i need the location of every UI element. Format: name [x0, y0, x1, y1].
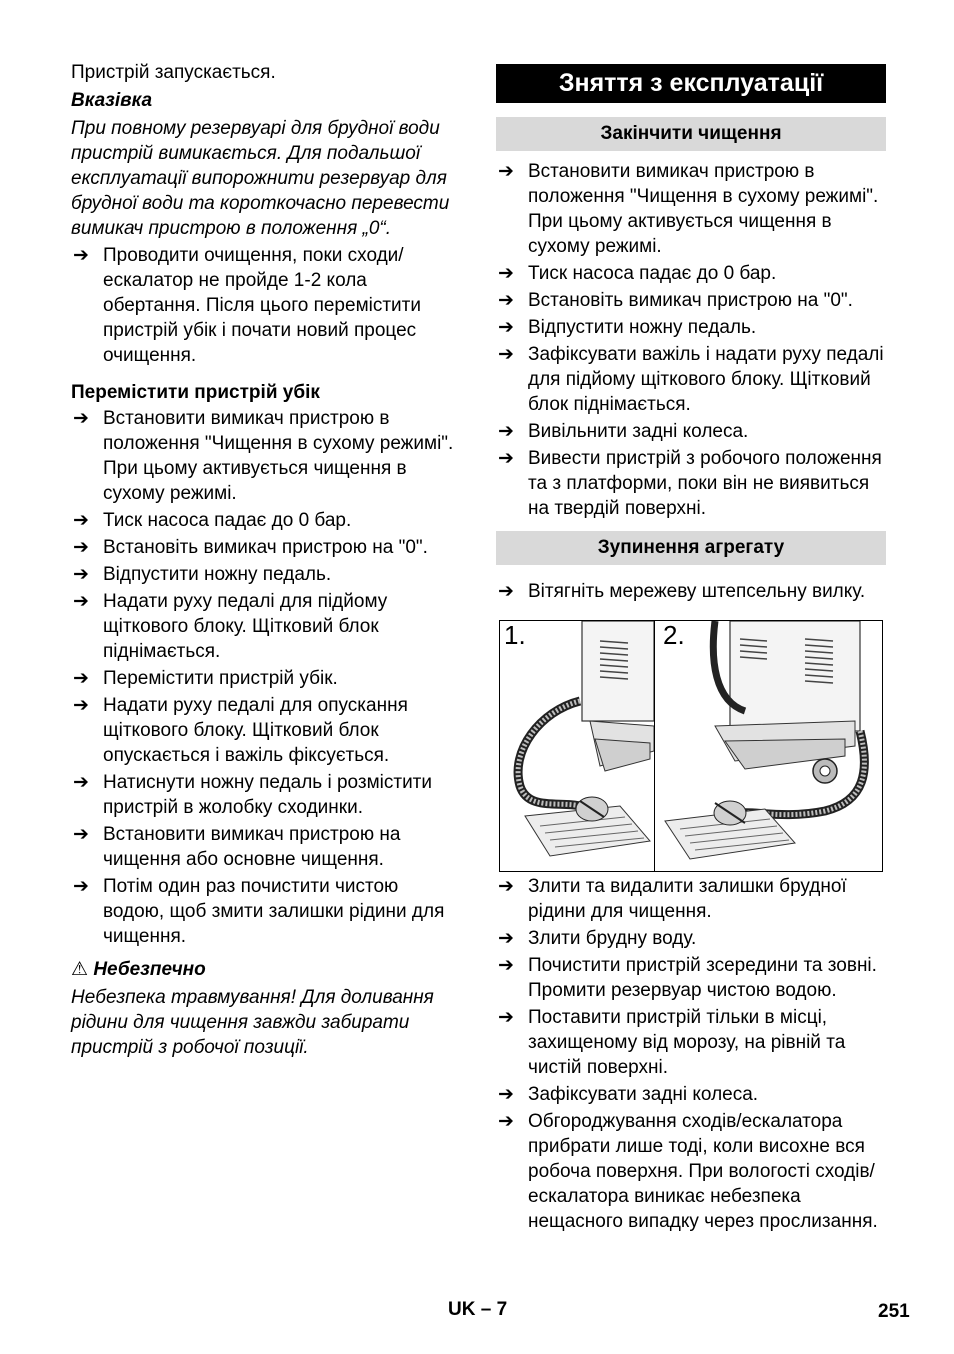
list-item — [496, 1005, 886, 1080]
arrow-right-icon: ➔ — [498, 161, 514, 182]
list-item — [71, 822, 461, 872]
list-item-text: Проводити очищення, поки сходи/ескалатор не пройде 1-2 кола обертання. Після цього перемістити пристрій убік і почати новий процес очищення. — [103, 245, 421, 366]
list-item — [71, 243, 461, 368]
list-item — [496, 953, 886, 1003]
figure-panel-2 — [655, 621, 882, 871]
arrow-right-icon: ➔ — [498, 421, 514, 442]
arrow-right-icon: ➔ — [498, 581, 514, 602]
list-item-text: Встановити вимикач пристрою на чищення або основне чищення. — [103, 824, 401, 870]
list-item — [71, 508, 461, 533]
list-item-text: Надати руху педалі для опускання щіткового блоку. Щітковий блок опускається і важіль фіксується. — [103, 695, 408, 766]
list-item-text: Злити брудну воду. — [528, 928, 697, 949]
instruction-figure — [499, 620, 883, 872]
arrow-right-icon: ➔ — [73, 245, 89, 266]
arrow-right-icon: ➔ — [498, 263, 514, 284]
list-item — [496, 446, 886, 521]
right-column — [496, 60, 886, 1236]
list-item — [496, 315, 886, 340]
arrow-right-icon: ➔ — [73, 510, 89, 531]
list-item — [496, 159, 886, 259]
machine-drawing-1 — [500, 621, 654, 871]
list-item-text: Поставити пристрій тільки в місці, захищеному від морозу, на рівній та чистій поверхні. — [528, 1007, 846, 1078]
list-item — [71, 770, 461, 820]
section-title: Зняття з експлуатації — [496, 64, 886, 103]
figure-label-1: 1. — [504, 620, 526, 650]
note-title: Вказівка — [71, 90, 153, 111]
danger-heading — [71, 957, 461, 982]
arrow-right-icon: ➔ — [73, 668, 89, 689]
list-item-text: Тиск насоса падає до 0 бар. — [103, 510, 352, 531]
list-item-text: Перемістити пристрій убік. — [103, 668, 338, 689]
list-item — [496, 342, 886, 417]
list-item — [71, 666, 461, 691]
footer-page-number: 251 — [878, 1301, 910, 1322]
list-item — [71, 589, 461, 664]
list-item-text: Вивести пристрій з робочого положення та з платформи, поки він не виявиться на твердій поверхні. — [528, 448, 882, 519]
steps-list-intro — [71, 243, 461, 368]
intro-text: Пристрій запускається. — [71, 62, 276, 83]
steps-list-after-stop — [496, 874, 886, 1234]
steps-list-finish-cleaning — [496, 159, 886, 521]
list-item — [496, 419, 886, 444]
arrow-right-icon: ➔ — [498, 290, 514, 311]
arrow-right-icon: ➔ — [498, 448, 514, 469]
figure-panel-1 — [500, 621, 655, 871]
list-item — [71, 406, 461, 506]
arrow-right-icon: ➔ — [73, 408, 89, 429]
steps-list-move-aside — [71, 406, 461, 949]
list-item — [496, 874, 886, 924]
list-item-text: Обгороджування сходів/ескалатора прибрати лише тоді, коли висохне вся робоча поверхня. При вологості сходів/ескалатора виникає небезпека нещасного випадку через прослизання. — [528, 1111, 878, 1232]
arrow-right-icon: ➔ — [73, 824, 89, 845]
list-item-text: Потім один раз почистити чистою водою, щоб змити залишки рідини для чищення. — [103, 876, 445, 947]
note-text: При повному резервуарі для брудної води пристрій вимикається. Для подальшої експлуатації випорожнити резервуар для брудної води та короткочасно перевести вимикач пристрою в положення „0“. — [71, 118, 450, 239]
list-item-text: Встановіть вимикач пристрою на "0". — [103, 537, 428, 558]
list-item-text: Натиснути ножну педаль і розмістити пристрій в жолобку сходинки. — [103, 772, 433, 818]
list-item — [496, 1109, 886, 1234]
list-item-text: Почистити пристрій зсередини та зовні. Промити резервуар чистою водою. — [528, 955, 877, 1001]
list-item-text: Вивільнити задні колеса. — [528, 421, 749, 442]
move-aside-title: Перемістити пристрій убік — [71, 382, 320, 403]
list-item-text: Злити та видалити залишки брудної рідини для чищення. — [528, 876, 847, 922]
arrow-right-icon: ➔ — [498, 1084, 514, 1105]
arrow-right-icon: ➔ — [73, 537, 89, 558]
list-item — [71, 562, 461, 587]
list-item-text: Вітягніть мережеву штепсельну вилку. — [528, 581, 866, 602]
danger-title: Небезпечно — [93, 959, 206, 980]
arrow-right-icon: ➔ — [73, 876, 89, 897]
machine-drawing-2 — [655, 621, 882, 871]
arrow-right-icon: ➔ — [498, 317, 514, 338]
list-item-text: Надати руху педалі для підйому щіткового блоку. Щітковий блок піднімається. — [103, 591, 388, 662]
subsection-stop-unit: Зупинення агрегату — [496, 531, 886, 565]
arrow-right-icon: ➔ — [73, 695, 89, 716]
list-item-text: Встановити вимикач пристрою в положення "Чищення в сухому режимі". При цьому активується чищення в сухому режимі. — [103, 408, 454, 504]
list-item-text: Відпустити ножну педаль. — [103, 564, 332, 585]
arrow-right-icon: ➔ — [73, 591, 89, 612]
list-item-text: Встановити вимикач пристрою в положення "Чищення в сухому режимі". При цьому активується чищення в сухому режимі. — [528, 161, 879, 257]
list-item — [71, 693, 461, 768]
list-item — [496, 926, 886, 951]
list-item — [496, 288, 886, 313]
arrow-right-icon: ➔ — [498, 344, 514, 365]
arrow-right-icon: ➔ — [498, 955, 514, 976]
arrow-right-icon: ➔ — [498, 876, 514, 897]
steps-list-stop-unit — [496, 579, 886, 604]
arrow-right-icon: ➔ — [498, 928, 514, 949]
list-item — [496, 261, 886, 286]
list-item-text: Тиск насоса падає до 0 бар. — [528, 263, 777, 284]
list-item — [71, 874, 461, 949]
warning-triangle-icon: ⚠ — [71, 959, 89, 980]
left-column — [71, 60, 461, 1060]
list-item-text: Встановіть вимикач пристрою на "0". — [528, 290, 853, 311]
list-item — [496, 1082, 886, 1107]
danger-text: Небезпека травмування! Для доливання рідини для чищення завжди забирати пристрій з робочої позиції. — [71, 987, 434, 1058]
list-item-text: Відпустити ножну педаль. — [528, 317, 757, 338]
list-item-text: Зафіксувати задні колеса. — [528, 1084, 759, 1105]
list-item — [496, 579, 886, 604]
arrow-right-icon: ➔ — [498, 1111, 514, 1132]
subsection-finish-cleaning: Закінчити чищення — [496, 117, 886, 151]
list-item-text: Зафіксувати важіль і надати руху педалі для підйому щіткового блоку. Щітковий блок піднімається. — [528, 344, 884, 415]
figure-label-2: 2. — [663, 620, 685, 650]
footer-language-code: UK – 7 — [448, 1299, 508, 1320]
arrow-right-icon: ➔ — [498, 1007, 514, 1028]
arrow-right-icon: ➔ — [73, 564, 89, 585]
arrow-right-icon: ➔ — [73, 772, 89, 793]
list-item — [71, 535, 461, 560]
